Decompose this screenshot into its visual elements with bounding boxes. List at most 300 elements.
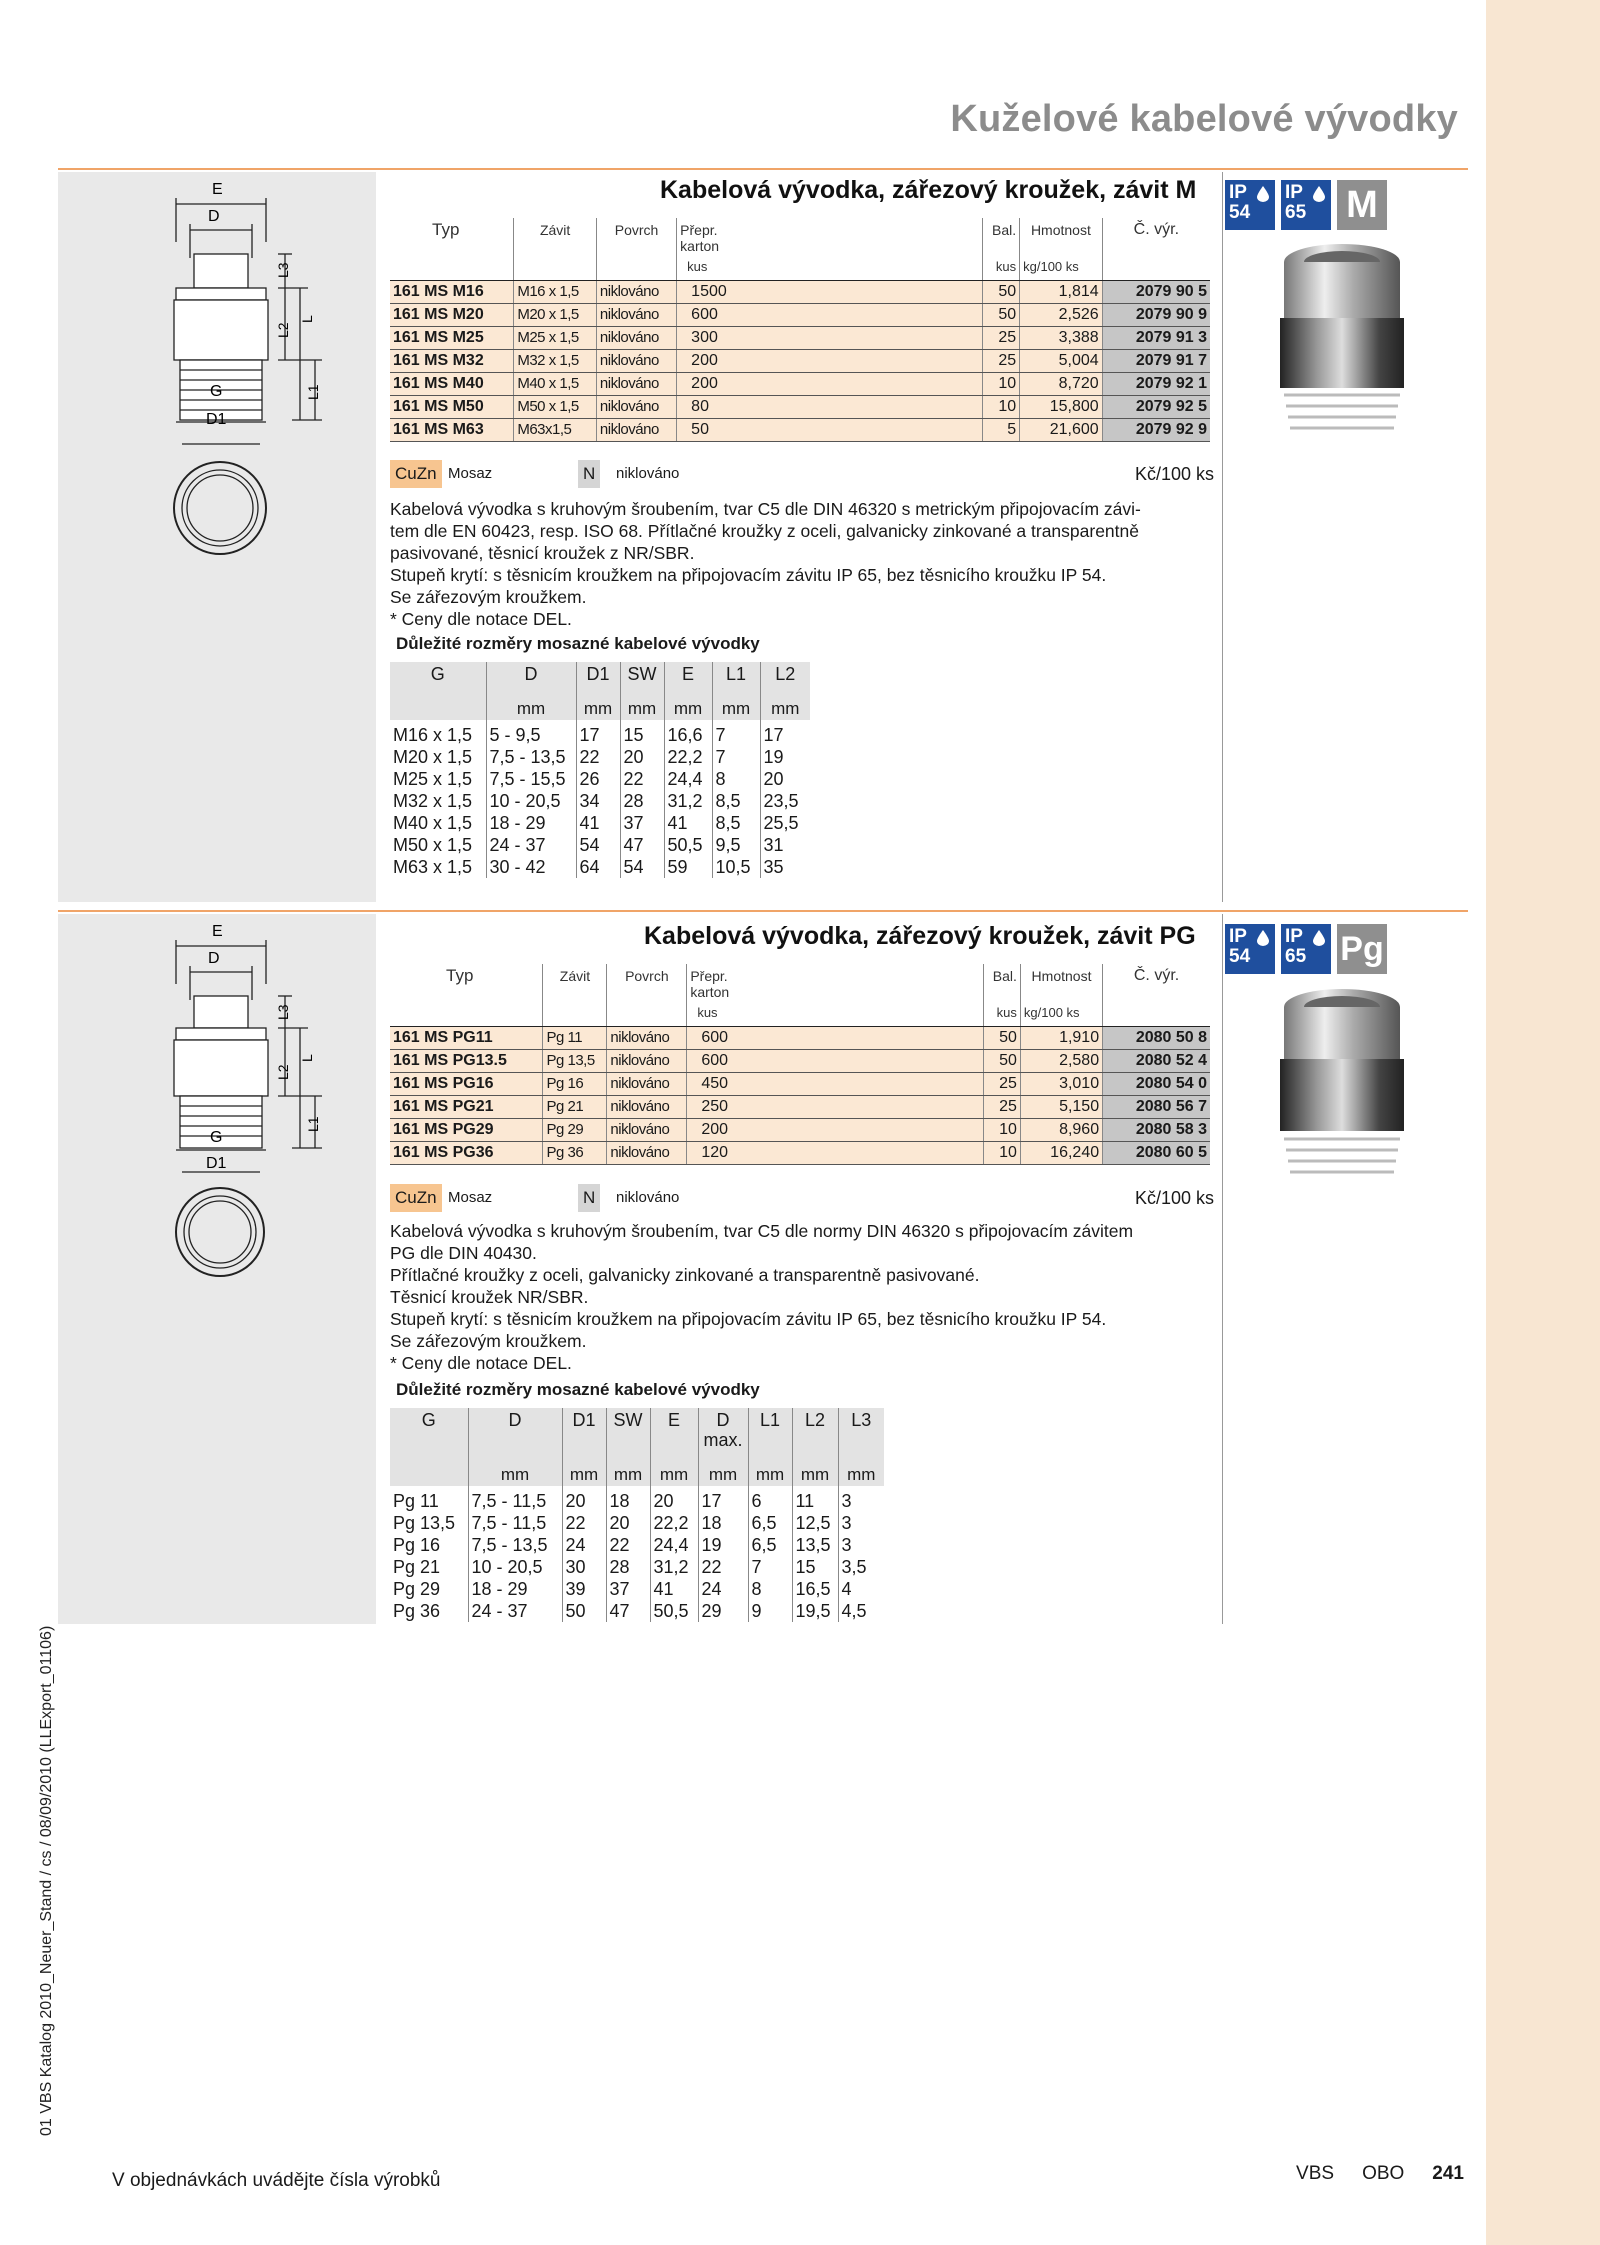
dim-cell: M20 x 1,5: [393, 747, 473, 767]
dim-cell: 7: [712, 720, 760, 746]
table-cell: 200: [687, 1118, 737, 1141]
dim-unit: mm: [792, 1450, 838, 1486]
label-d1: D1: [206, 411, 227, 428]
dim-header: L1: [748, 1408, 792, 1450]
table-cell: 50: [983, 303, 1020, 326]
dimensions-table-m: [390, 662, 810, 878]
table-cell: 2079 90 5: [1102, 280, 1210, 303]
dim-cell: M50 x 1,5: [393, 835, 473, 855]
dim-header: L2: [760, 662, 810, 684]
dim-cell: 20: [562, 1486, 606, 1512]
dim-cell: 4,5: [838, 1600, 884, 1622]
table-cell: 250: [687, 1095, 737, 1118]
label-l1: L1: [305, 384, 321, 400]
dim-unit: [390, 684, 486, 720]
dim-cell: 34: [576, 790, 620, 812]
table-cell: [737, 1095, 984, 1118]
table-cell: niklováno: [607, 1072, 687, 1095]
dim-cell: 20: [620, 746, 664, 768]
dim-cell: 18: [606, 1486, 650, 1512]
dim-unit: [390, 1450, 468, 1486]
table-cell: [738, 418, 983, 441]
dim-cell: 50,5: [664, 834, 712, 856]
price-unit: Kč/100 ks: [1134, 1188, 1214, 1208]
surface-tag: N: [578, 460, 600, 488]
table-cell: 5,150: [1020, 1095, 1102, 1118]
dim-cell: 20: [650, 1486, 698, 1512]
dim-cell: 22: [698, 1556, 748, 1578]
dim-unit: mm: [486, 684, 576, 720]
table-cell: niklováno: [607, 1026, 687, 1049]
dim-cell: Pg 21: [393, 1557, 441, 1577]
ip65-badge: IP 65: [1281, 924, 1331, 974]
dim-cell: 54: [620, 856, 664, 878]
table-cell: 1500: [677, 280, 738, 303]
dim-unit: mm: [712, 684, 760, 720]
dim-row: [390, 812, 810, 834]
dim-cell: 35: [760, 856, 810, 878]
dim-cell: 8: [712, 768, 760, 790]
protection-icons-m: [1225, 180, 1387, 230]
dim-header: L3: [838, 1408, 884, 1450]
dim-cell: 17: [760, 720, 810, 746]
table-cell: 2079 92 1: [1102, 372, 1210, 395]
table-cell: 25: [983, 349, 1020, 372]
dim-cell: 13,5: [792, 1534, 838, 1556]
thread-type-badge: Pg: [1337, 924, 1387, 974]
table-cell: [738, 395, 983, 418]
section-title-m: Kabelová vývodka, zářezový kroužek, závit M: [660, 176, 1197, 204]
right-margin-band: [1486, 0, 1600, 2245]
material-tag: CuZn: [390, 1184, 442, 1212]
surface-tag: N: [578, 1184, 600, 1212]
table-cell: [738, 372, 983, 395]
dim-cell: 8: [748, 1578, 792, 1600]
table-cell: Pg 29: [543, 1118, 607, 1141]
table-cell: 21,600: [1020, 418, 1103, 441]
dim-cell: 59: [664, 856, 712, 878]
table-cell: Pg 16: [543, 1072, 607, 1095]
dim-cell: Pg 13,5: [393, 1513, 456, 1533]
dim-cell: 3: [838, 1486, 884, 1512]
dim-cell: 7,5 - 11,5: [468, 1486, 562, 1512]
dim-row: [390, 790, 810, 812]
dim-cell: 30 - 42: [486, 856, 576, 878]
dim-cell: 22,2: [664, 746, 712, 768]
dim-cell: 28: [606, 1556, 650, 1578]
table-cell: niklováno: [596, 303, 676, 326]
dim-cell: 26: [576, 768, 620, 790]
surface-label: niklováno: [616, 465, 680, 482]
table-cell: 161 MS M63: [390, 418, 514, 441]
dim-cell: 25,5: [760, 812, 810, 834]
protection-icons-pg: [1225, 924, 1387, 974]
dim-cell: 54: [576, 834, 620, 856]
page-title: Kuželové kabelové vývodky: [950, 98, 1458, 140]
dim-unit: mm: [698, 1450, 748, 1486]
surface-label: niklováno: [616, 1189, 680, 1206]
table-cell: M32 x 1,5: [514, 349, 597, 372]
label-l3: L3: [275, 1004, 291, 1020]
table-cell: 161 MS M40: [390, 372, 514, 395]
table-cell: 161 MS PG21: [390, 1095, 543, 1118]
dim-unit: mm: [748, 1450, 792, 1486]
dim-cell: 15: [792, 1556, 838, 1578]
table-cell: M20 x 1,5: [514, 303, 597, 326]
table-cell: 50: [983, 280, 1020, 303]
dim-cell: 19,5: [792, 1600, 838, 1622]
page-number: 241: [1432, 2163, 1464, 2184]
table-cell: niklováno: [596, 395, 676, 418]
dim-unit: mm: [664, 684, 712, 720]
material-label: Mosaz: [448, 1189, 493, 1206]
ip54-badge: IP 54: [1225, 180, 1275, 230]
table-cell: 5,004: [1020, 349, 1103, 372]
table-row: [390, 1118, 1210, 1141]
table-cell: Pg 11: [543, 1026, 607, 1049]
label-e: E: [212, 923, 223, 940]
label-l2: L2: [275, 1064, 291, 1080]
dim-cell: 47: [620, 834, 664, 856]
table-cell: [738, 303, 983, 326]
dim-unit: mm: [760, 684, 810, 720]
dim-row: [390, 768, 810, 790]
dim-cell: 10 - 20,5: [486, 790, 576, 812]
dim-row: [390, 1578, 884, 1600]
table-cell: 600: [687, 1049, 737, 1072]
table-row: [390, 372, 1210, 395]
dim-cell: Pg 36: [393, 1601, 441, 1621]
table-cell: niklováno: [607, 1049, 687, 1072]
table-cell: 3,010: [1020, 1072, 1102, 1095]
technical-drawing-pg: [140, 920, 370, 1300]
dim-cell: 31,2: [664, 790, 712, 812]
table-cell: 2079 92 5: [1102, 395, 1210, 418]
dim-row: [390, 1512, 884, 1534]
table-cell: M63x1,5: [514, 418, 597, 441]
water-drop-icon: [1257, 930, 1269, 946]
dim-cell: 7: [712, 746, 760, 768]
dim-header: SW: [620, 662, 664, 684]
table-cell: 16,240: [1020, 1141, 1102, 1164]
water-drop-icon: [1257, 186, 1269, 202]
table-cell: 2080 56 7: [1103, 1095, 1210, 1118]
dim-cell: 18 - 29: [468, 1578, 562, 1600]
dim-cell: M16 x 1,5: [393, 725, 473, 745]
table-cell: 161 MS PG36: [390, 1141, 543, 1164]
side-print-info: 01 VBS Katalog 2010_Neuer_Stand / cs / 08/09/2010 (LLExport_01106): [38, 1625, 55, 2136]
dim-cell: 28: [620, 790, 664, 812]
table-cell: [737, 1049, 984, 1072]
dim-cell: 19: [698, 1534, 748, 1556]
table-cell: 10: [983, 395, 1020, 418]
dim-cell: M32 x 1,5: [393, 791, 473, 811]
dim-cell: 3,5: [838, 1556, 884, 1578]
dim-cell: 18: [698, 1512, 748, 1534]
dim-cell: 8,5: [712, 812, 760, 834]
dim-cell: 16,6: [664, 720, 712, 746]
table-cell: M50 x 1,5: [514, 395, 597, 418]
table-cell: 161 MS M50: [390, 395, 514, 418]
dim-cell: 9: [748, 1600, 792, 1622]
table-cell: 50: [984, 1026, 1021, 1049]
table-cell: 10: [984, 1141, 1021, 1164]
table-cell: 1,814: [1020, 280, 1103, 303]
brand-obo: OBO: [1362, 2163, 1405, 2184]
table-cell: 2080 50 8: [1103, 1026, 1210, 1049]
dim-cell: 41: [664, 812, 712, 834]
table-cell: 161 MS PG29: [390, 1118, 543, 1141]
dim-cell: 6: [748, 1486, 792, 1512]
dim-row: [390, 720, 810, 746]
material-tag: CuZn: [390, 460, 442, 488]
dim-cell: 7,5 - 13,5: [468, 1534, 562, 1556]
table-cell: 50: [984, 1049, 1021, 1072]
label-d1: D1: [206, 1155, 227, 1172]
dim-header: D: [486, 662, 576, 684]
table-row: [390, 280, 1210, 303]
label-e: E: [212, 181, 223, 198]
table-cell: Pg 21: [543, 1095, 607, 1118]
table-cell: niklováno: [596, 326, 676, 349]
label-l3: L3: [275, 262, 291, 278]
dim-cell: 5 - 9,5: [486, 720, 576, 746]
dim-cell: 39: [562, 1578, 606, 1600]
label-g: G: [210, 1129, 223, 1146]
table-row: [390, 418, 1210, 441]
dim-cell: M63 x 1,5: [393, 857, 473, 877]
water-drop-icon: [1313, 930, 1325, 946]
table-cell: niklováno: [596, 372, 676, 395]
dim-row: [390, 834, 810, 856]
label-l2: L2: [275, 322, 291, 338]
dim-unit: mm: [468, 1450, 562, 1486]
material-line-m: [390, 460, 1214, 490]
column-divider: [1222, 914, 1223, 1624]
table-cell: 2,526: [1020, 303, 1103, 326]
dim-cell: 23,5: [760, 790, 810, 812]
table-row: [390, 395, 1210, 418]
dim-cell: 22: [562, 1512, 606, 1534]
table-cell: 80: [677, 395, 738, 418]
table-cell: 1,910: [1020, 1026, 1102, 1049]
table-row: [390, 1141, 1210, 1164]
technical-drawing-m: [140, 178, 370, 578]
table-cell: [738, 349, 983, 372]
section-divider: [58, 910, 1468, 912]
dim-cell: 7: [748, 1556, 792, 1578]
table-cell: 450: [687, 1072, 737, 1095]
table-cell: 200: [677, 349, 738, 372]
footer-note: V objednávkách uvádějte čísla výrobků: [112, 2170, 441, 2191]
dim-header: E: [650, 1408, 698, 1450]
dim-cell: 11: [792, 1486, 838, 1512]
rows-m: [390, 280, 1210, 441]
table-cell: niklováno: [596, 349, 676, 372]
dim-cell: 47: [606, 1600, 650, 1622]
dim-cell: 41: [576, 812, 620, 834]
table-cell: 120: [687, 1141, 737, 1164]
dim-cell: 31,2: [650, 1556, 698, 1578]
dim-cell: Pg 29: [393, 1579, 441, 1599]
ip54-badge: IP 54: [1225, 924, 1275, 974]
table-cell: [738, 280, 983, 303]
dim-header: D1: [576, 662, 620, 684]
dim-row: [390, 1600, 884, 1622]
table-cell: 2079 92 9: [1102, 418, 1210, 441]
dim-cell: 7,5 - 15,5: [486, 768, 576, 790]
dim-cell: 24,4: [664, 768, 712, 790]
table-cell: 50: [677, 418, 738, 441]
dim-cell: 8,5: [712, 790, 760, 812]
dim-cell: Pg 11: [393, 1491, 439, 1511]
table-row: [390, 1072, 1210, 1095]
dim-cell: 3: [838, 1534, 884, 1556]
table-cell: 15,800: [1020, 395, 1103, 418]
table-cell: M40 x 1,5: [514, 372, 597, 395]
dim-cell: 10,5: [712, 856, 760, 878]
dimensions-table-pg: [390, 1408, 884, 1622]
dim-cell: 50,5: [650, 1600, 698, 1622]
table-cell: [737, 1118, 984, 1141]
dim-cell: 7,5 - 13,5: [486, 746, 576, 768]
dim-header: D: [468, 1408, 562, 1450]
table-row: [390, 303, 1210, 326]
dim-cell: 30: [562, 1556, 606, 1578]
dim-header: D max.: [698, 1408, 748, 1450]
label-l: L: [299, 1054, 315, 1062]
dim-row: [390, 1486, 884, 1512]
description-m: Kabelová vývodka s kruhovým šroubením, tvar C5 dle DIN 46320 s metrickým připojovacím závi- tem dle EN 60423, resp. ISO 68. Přítlačné kroužky z oceli, galvanicky zinkované a transparentně pasivované, těsnicí kroužek z NR/SBR. Stupeň krytí: s těsnicím kroužkem na připojovacím závitu IP 65, bez těsnicího kroužku IP 54. Se zářezovým kroužkem. * Ceny dle notace DEL.: [390, 499, 1141, 629]
table-cell: niklováno: [607, 1095, 687, 1118]
table-cell: 2080 54 0: [1103, 1072, 1210, 1095]
dim-row: [390, 856, 810, 878]
table-cell: Pg 13,5: [543, 1049, 607, 1072]
dim-cell: 7,5 - 11,5: [468, 1512, 562, 1534]
table-row: [390, 1049, 1210, 1072]
dim-unit: mm: [620, 684, 664, 720]
dim-cell: 15: [620, 720, 664, 746]
dim-unit: mm: [576, 684, 620, 720]
dim-row: [390, 1556, 884, 1578]
dim-row: [390, 1534, 884, 1556]
dim-cell: 20: [760, 768, 810, 790]
table-cell: 300: [677, 326, 738, 349]
dim-unit: mm: [562, 1450, 606, 1486]
dim-cell: 17: [576, 720, 620, 746]
dim-cell: 19: [760, 746, 810, 768]
label-l1: L1: [305, 1116, 321, 1132]
table-cell: 2080 52 4: [1103, 1049, 1210, 1072]
product-photo-m: [1272, 240, 1412, 435]
dim-cell: 24: [562, 1534, 606, 1556]
table-cell: 10: [984, 1118, 1021, 1141]
table-cell: 161 MS M25: [390, 326, 514, 349]
product-table-m: Typ Závit Povrch Přepr. karton Bal. Hmotnost Č. výr. kus kus kg/100 ks 161 MS M16 M16 x 1,5 niklováno 1500 50 1,814 2079 90 5 161 MS M20 M20 x 1,5 niklováno 600 50 2,526 2079 90 9 161 MS M25 M25 x 1,5 niklováno 300 25 3,388 2079 91 3 161 MS M32 M32 x 1,5 niklováno 200 25 5,004 2079 91 7 161 MS M40 M40 x 1,5 niklováno 200 10 8,720 2079 92 1 161 MS M50 M50 x 1,5 niklováno 80 10 15,800 2079 92 5 161 MS M63 M63x1,5 niklováno 50 5 21,600 2079 92 9: [390, 218, 1210, 442]
table-cell: niklováno: [607, 1118, 687, 1141]
dim-cell: 24,4: [650, 1534, 698, 1556]
label-g: G: [210, 383, 223, 400]
dim-header: D1: [562, 1408, 606, 1450]
dim-cell: 6,5: [748, 1534, 792, 1556]
dim-cell: 22,2: [650, 1512, 698, 1534]
water-drop-icon: [1313, 186, 1325, 202]
footer-brand: [1296, 2163, 1464, 2185]
table-cell: 2079 91 3: [1102, 326, 1210, 349]
table-row: [390, 326, 1210, 349]
product-table-pg: Typ Závit Povrch Přepr. karton Bal. Hmotnost Č. výr. kus kus kg/100 ks 161 MS PG11 Pg 11 niklováno 600 50 1,910 2080 50 8 161 MS PG13.5 Pg 13,5 niklováno 600 50 2,580 2080 52 4 161 MS PG16 Pg 16 niklováno 450 25 3,010 2080 54 0 161 MS PG21 Pg 21 niklováno 250 25 5,150 2080 56 7 161 MS PG29 Pg 29 niklováno 200 10 8,960 2080 58 3 161 MS PG36 Pg 36 niklováno 120 10 16,240 2080 60 5: [390, 964, 1210, 1165]
table-cell: 25: [984, 1072, 1021, 1095]
material-line-pg: [390, 1184, 1214, 1214]
table-cell: 161 MS M20: [390, 303, 514, 326]
dim-cell: 31: [760, 834, 810, 856]
material-label: Mosaz: [448, 465, 493, 482]
table-cell: 2,580: [1020, 1049, 1102, 1072]
table-cell: 2080 60 5: [1103, 1141, 1210, 1164]
table-row: [390, 1095, 1210, 1118]
dim-cell: 17: [698, 1486, 748, 1512]
table-cell: niklováno: [596, 418, 676, 441]
dim-unit: mm: [606, 1450, 650, 1486]
dim-unit: mm: [838, 1450, 884, 1486]
dim-unit: mm: [650, 1450, 698, 1486]
dim-header: L1: [712, 662, 760, 684]
table-row: [390, 1026, 1210, 1049]
table-cell: 161 MS M16: [390, 280, 514, 303]
table-cell: M16 x 1,5: [514, 280, 597, 303]
dim-cell: M40 x 1,5: [393, 813, 473, 833]
table-cell: 8,960: [1020, 1118, 1102, 1141]
table-cell: Pg 36: [543, 1141, 607, 1164]
dim-cell: 16,5: [792, 1578, 838, 1600]
table-cell: 161 MS PG16: [390, 1072, 543, 1095]
table-cell: 2079 91 7: [1102, 349, 1210, 372]
ip65-badge: IP 65: [1281, 180, 1331, 230]
table-cell: [737, 1141, 984, 1164]
dim-cell: 12,5: [792, 1512, 838, 1534]
table-cell: 3,388: [1020, 326, 1103, 349]
dim-cell: 10 - 20,5: [468, 1556, 562, 1578]
label-d: D: [208, 950, 220, 967]
dim-cell: M25 x 1,5: [393, 769, 473, 789]
dim-cell: 9,5: [712, 834, 760, 856]
table-cell: 2080 58 3: [1103, 1118, 1210, 1141]
dim-cell: 41: [650, 1578, 698, 1600]
section-title-pg: Kabelová vývodka, zářezový kroužek, závit PG: [644, 922, 1196, 950]
dim-cell: 4: [838, 1578, 884, 1600]
table-cell: 2079 90 9: [1102, 303, 1210, 326]
table-cell: M25 x 1,5: [514, 326, 597, 349]
table-cell: [738, 326, 983, 349]
table-cell: 200: [677, 372, 738, 395]
description-pg: Kabelová vývodka s kruhovým šroubením, tvar C5 dle normy DIN 46320 s připojovacím závitem PG dle DIN 40430. Přítlačné kroužky z oceli, galvanicky zinkované a transparentně pasivované. Těsnicí kroužek NR/SBR. Stupeň krytí: s těsnicím kroužkem na připojovacím závitu IP 65, bez těsnicího kroužku IP 54. Se zářezovým kroužkem. * Ceny dle notace DEL.: [390, 1221, 1134, 1373]
dim-row: [390, 746, 810, 768]
dim-cell: 24 - 37: [468, 1600, 562, 1622]
dim-cell: 24: [698, 1578, 748, 1600]
label-l: L: [299, 315, 315, 323]
dim-cell: 37: [620, 812, 664, 834]
dim-cell: 50: [562, 1600, 606, 1622]
table-cell: 10: [983, 372, 1020, 395]
dim-header: L2: [792, 1408, 838, 1450]
table-cell: 25: [984, 1095, 1021, 1118]
table-cell: 5: [983, 418, 1020, 441]
thread-type-badge: M: [1337, 180, 1387, 230]
dim-cell: 6,5: [748, 1512, 792, 1534]
dim-cell: 22: [620, 768, 664, 790]
section-divider: [58, 168, 1468, 170]
dim-cell: 64: [576, 856, 620, 878]
